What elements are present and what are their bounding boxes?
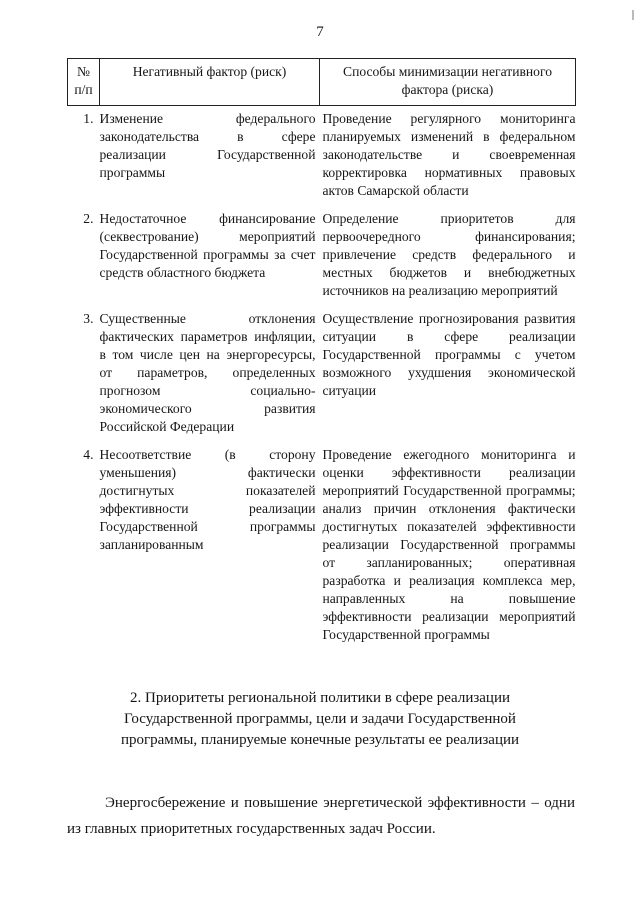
risk-table xyxy=(67,58,576,644)
risk-factor: Существенные отклонения фактических параметров инфляции, в том числе цен на энергоресурсы, от параметров, определенных прогнозом социально-экономического развития Российской Федерации xyxy=(99,311,316,434)
header-factor: Негативный фактор (риск) xyxy=(100,59,320,106)
row-number: 4. xyxy=(83,447,94,462)
row-number: 2. xyxy=(83,211,94,226)
body-paragraph: Энергосбережение и повышение энергетической эффективности – одни из главных приоритетных государственных задач России. xyxy=(67,795,575,837)
page-number: 7 xyxy=(316,24,324,40)
risk-factor: Недостаточное финансирование (секвестрование) мероприятий Государственной программы за счет средств областного бюджета xyxy=(99,211,316,280)
scan-mark xyxy=(632,10,634,20)
table-row xyxy=(68,300,576,436)
minimization-method: Проведение ежегодного мониторинга и оценки эффективности реализации мероприятий Государственной программы; анализ причин отклонения фактически достигнутых показателей эффективности реализации Государственной программы от запланированных; оперативная разработка и реализация комплекса мер, направленных на повышение эффективности реализации мероприятий Государственной программы xyxy=(322,447,576,642)
risk-factor: Несоответствие (в сторону уменьшения) фактически достигнутых показателей эффективности реализации Государственной программы запланированным xyxy=(99,447,316,552)
header-number: № п/п xyxy=(68,59,100,106)
row-number: 1. xyxy=(83,111,94,126)
row-number: 3. xyxy=(83,311,94,326)
risk-factor: Изменение федерального законодательства в сфере реализации Государственной программы xyxy=(99,111,316,180)
header-method: Способы минимизации негативного фактора (риска) xyxy=(320,59,576,106)
table-row xyxy=(68,436,576,644)
minimization-method: Определение приоритетов для первоочередного финансирования; привлечение средств федерального и местных бюджетов и внебюджетных источников на реализацию мероприятий xyxy=(322,211,576,298)
minimization-method: Осуществление прогнозирования развития ситуации в сфере реализации Государственной программы с учетом возможного ухудшения экономической ситуации xyxy=(322,311,576,398)
table-row xyxy=(68,106,576,201)
minimization-method: Проведение регулярного мониторинга планируемых изменений в федеральном законодательстве и своевременная корректировка нормативных правовых актов Самарской области xyxy=(322,111,576,198)
table-header-row xyxy=(68,59,576,106)
table-row xyxy=(68,200,576,300)
section-heading: 2. Приоритеты региональной политики в сфере реализации Государственной программы, цели и задачи Государственной программы, планируемые конечные результаты ее реализации xyxy=(120,690,520,748)
